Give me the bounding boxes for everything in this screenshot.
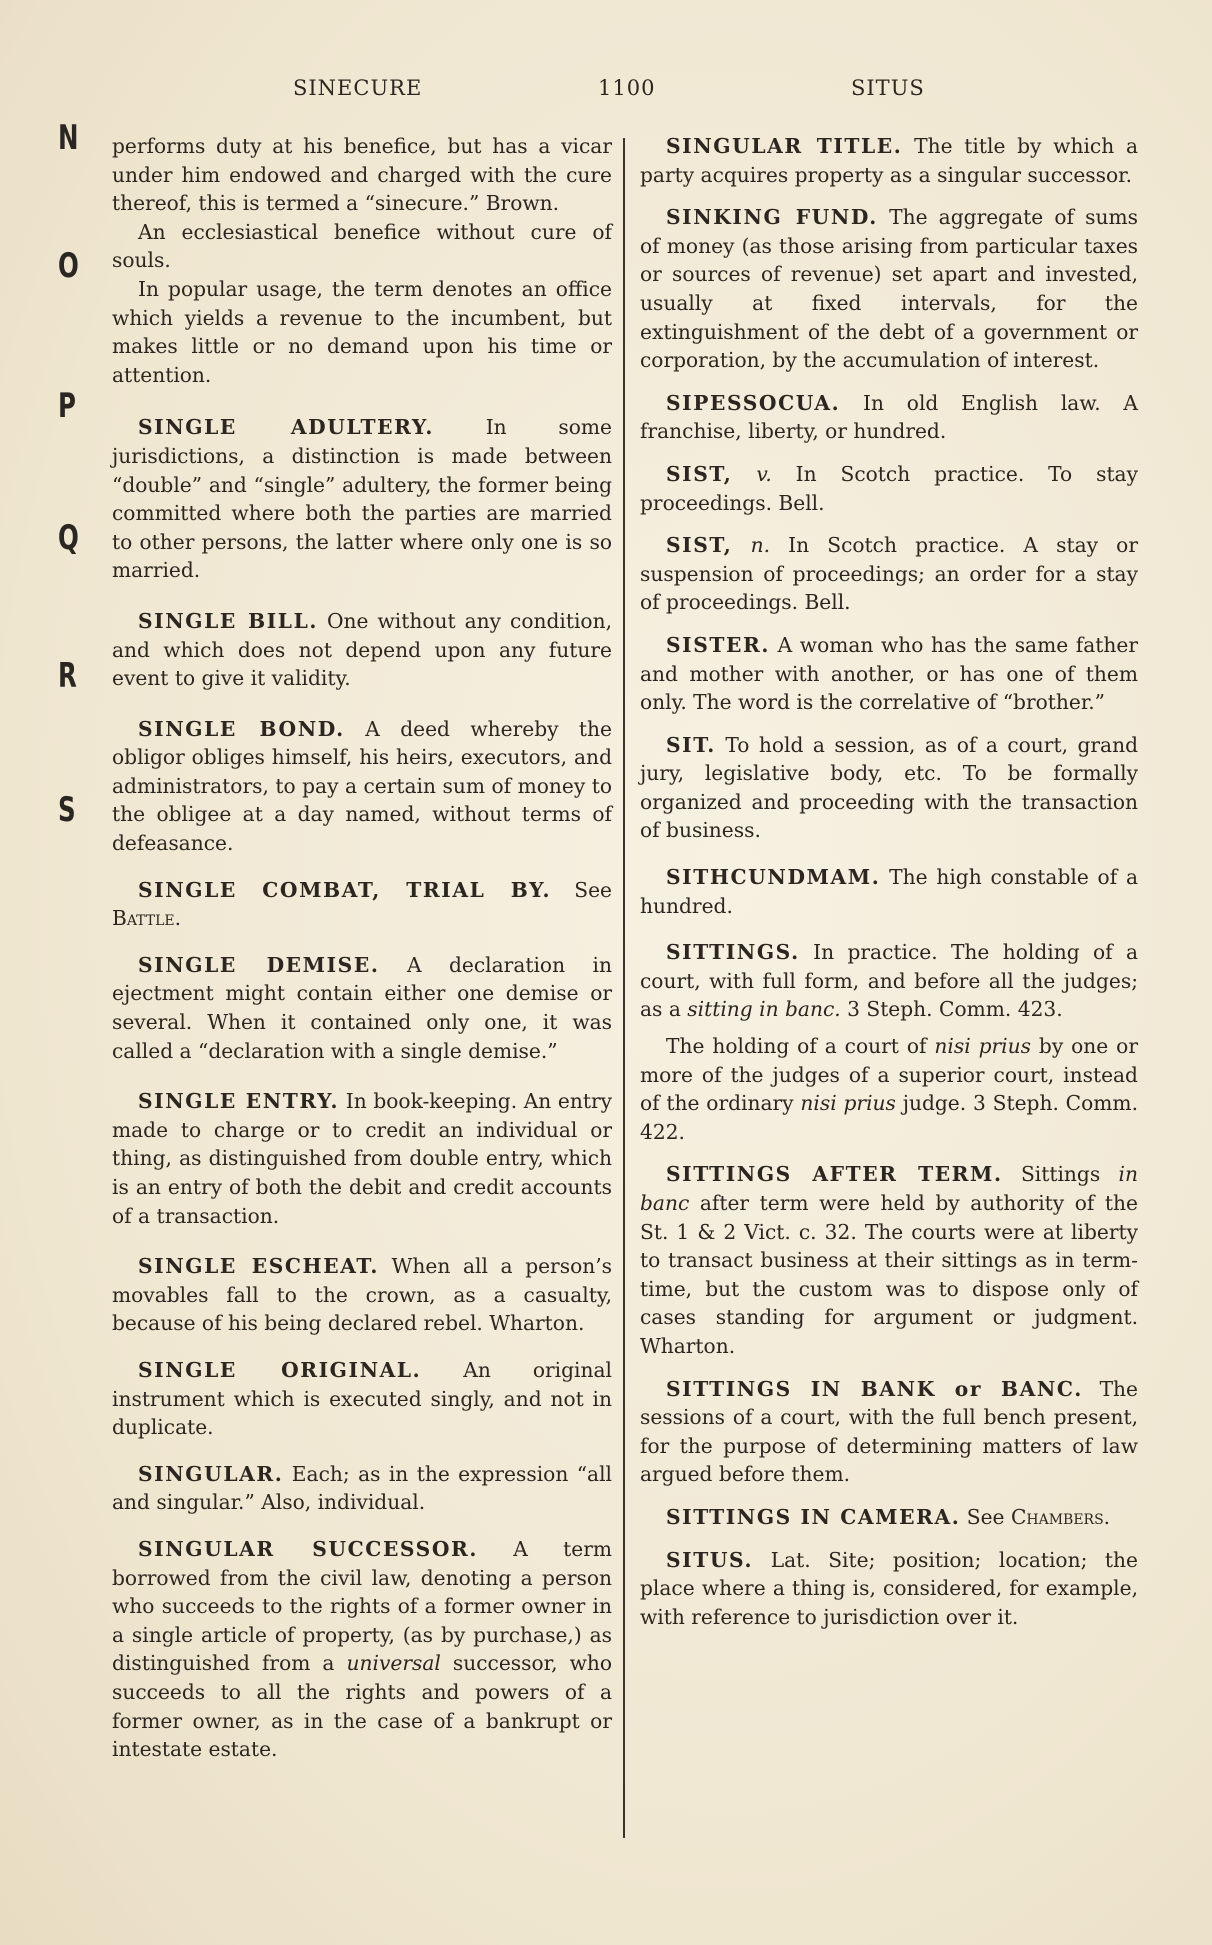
headword: SITHCUNDMAM. (666, 865, 881, 890)
entry-body: by one or more of the judges of a superior court, instead of the ordinary (640, 1034, 1138, 1116)
entry-singular-successor (112, 1535, 612, 1764)
entry-body: The holding of a court of (666, 1034, 927, 1059)
thumb-index (58, 118, 98, 878)
headword: SINGULAR SUCCESSOR. (138, 1536, 479, 1561)
headword: SINGLE ESCHEAT. (138, 1254, 380, 1279)
entry-body: The aggregate of sums of money (as those arising from particular taxes or sources of revenue) set apart and invested, usually at fixed intervals, for the extinguishment of the debt of a government or corporation, by the accumulation of interest. (640, 205, 1138, 373)
headword: SITTINGS IN BANK or BANC. (666, 1376, 1083, 1401)
headword: SINGULAR. (138, 1461, 284, 1486)
thumb-letter-o[interactable]: O (58, 246, 79, 286)
entry-body: To hold a session, as of a court, grand jury, legislative body, etc. To be formally organized and proceeding with the transaction of business. (640, 732, 1138, 843)
thumb-letter-q[interactable]: Q (58, 518, 79, 558)
headword: SINGULAR TITLE. (666, 134, 903, 158)
entry-single-bond (112, 715, 612, 858)
headword: SINGLE ADULTERY. (138, 415, 434, 440)
column-divider (623, 138, 625, 1838)
entry-singular (112, 1460, 612, 1517)
entry-body: In old English law. A franchise, liberty, or hundred. (640, 390, 1139, 444)
entry-sister (640, 631, 1138, 717)
entry-situs (640, 1546, 1138, 1632)
headword: SITUS. (666, 1547, 754, 1572)
headword: SINGLE ORIGINAL. (138, 1357, 422, 1382)
entry-body: One without any condition, and which does not depend upon any future event to give it validity. (112, 608, 612, 691)
entry-body: An original instrument which is executed singly, and not in duplicate. (112, 1357, 612, 1440)
entry-body-italic: in banc (640, 1162, 1138, 1215)
headword: SINGLE BOND. (138, 716, 345, 741)
entry-body: In Scotch practice. To stay proceedings. Bell. (640, 461, 1138, 515)
headword: SIT. (666, 732, 716, 757)
entry-single-demise (112, 951, 612, 1065)
entry-single-escheat (112, 1252, 612, 1338)
entry-sist-noun (640, 531, 1138, 617)
entry-body-italic: nisi prius (934, 1034, 1031, 1059)
entry-sinecure-continuation (112, 132, 612, 218)
headword: SINGLE BILL. (138, 608, 319, 633)
entry-body: In Scotch practice. A stay or suspension of proceedings; an order for a stay of proceedings. Bell. (640, 533, 1138, 615)
page-number: 1100 (598, 76, 656, 100)
headword: SINGLE DEMISE. (138, 952, 380, 977)
entry-body-italic: nisi prius (800, 1091, 896, 1116)
thumb-letter-r[interactable]: R (58, 656, 77, 696)
entry-body: A declaration in ejectment might contain either one demise or several. When it contained only one, it was called a “declaration with a single demise.” (112, 952, 613, 1063)
thumb-letter-p[interactable]: P (58, 386, 76, 426)
entry-body-italic: sitting in banc. (687, 997, 841, 1022)
headword: SITTINGS IN CAMERA. (666, 1504, 961, 1529)
headword: SITTINGS. (666, 940, 800, 965)
entry-single-original (112, 1356, 612, 1442)
last-headword: SITUS (851, 76, 925, 100)
entry-body: In practice. The holding of a court, with full form, and before all the judges; as a (640, 940, 1138, 1022)
entry-body: successor, who succeeds to all the rights and powers of a former owner, as in the case of a bankrupt or intestate estate. (112, 1651, 613, 1762)
entry-body: A term borrowed from the civil law, denoting a person who succeeds to the rights of a former owner in a single article of property, (as by purchase,) as distinguished from a (112, 1536, 612, 1676)
entry-sinecure-para-3 (112, 275, 612, 389)
headword: SIPESSOCUA. (666, 390, 841, 415)
part-of-speech: n. (750, 533, 770, 558)
entry-body: In popular usage, the term denotes an office which yields a revenue to the incumbent, but makes little or no demand upon his time or attention. (112, 276, 612, 387)
headword: SISTER. (666, 632, 771, 657)
entry-body: Sittings (1020, 1162, 1101, 1187)
entry-body: The high constable of a hundred. (640, 865, 1138, 918)
headword: SITTINGS AFTER TERM. (666, 1162, 1003, 1187)
entry-body: In book-keeping. An entry made to charge or to credit an individual or thing, as distinguished from double entry, which is an entry of both the debit and credit accounts of a transaction. (112, 1089, 613, 1228)
entry-sittings-para-2 (640, 1032, 1138, 1146)
entry-body: after term were held by authority of the St. 1 & 2 Vict. c. 32. The courts were at liberty to transact business at their sittings as in term-time, but the custom was to dispose only of cases standing for argument or judgment. Wharton. (640, 1191, 1138, 1358)
part-of-speech: v. (756, 461, 772, 486)
entry-single-bill (112, 607, 612, 693)
headword: SINGLE ENTRY. (138, 1089, 340, 1114)
entry-body: In some jurisdictions, a distinction is made between “double” and “single” adultery, the former being committed where both the parties are married to other persons, the latter where only one is so married. (112, 415, 613, 583)
entry-sittings (640, 938, 1138, 1024)
entry-sinecure-para-2 (112, 218, 612, 275)
entry-body: Each; as in the expression “all and singular.” Also, individual. (112, 1461, 613, 1515)
entry-sist-verb (640, 460, 1138, 517)
running-head (0, 76, 1212, 106)
cross-reference-link[interactable]: Chambers. (1010, 1504, 1111, 1529)
headword: SINGLE COMBAT, TRIAL BY. (138, 877, 552, 902)
entry-singular-title (640, 132, 1138, 189)
entry-sinking-fund (640, 203, 1138, 375)
entry-body: Lat. Site; position; location; the place where a thing is, considered, for example, with reference to jurisdiction over it. (640, 1547, 1138, 1629)
entry-sipessocua (640, 389, 1138, 446)
entry-body: 3 Steph. Comm. 423. (847, 997, 1063, 1022)
first-headword: SINECURE (293, 76, 423, 100)
entry-sittings-in-camera (640, 1503, 1138, 1532)
entry-sittings-after-term (640, 1160, 1138, 1360)
entry-body: See (966, 1504, 1005, 1529)
headword: SIST, (666, 461, 733, 486)
right-column (640, 132, 1138, 1649)
entry-body: An ecclesiastical benefice without cure of souls. (112, 219, 612, 273)
entry-body: When all a person’s movables fall to the crown, as a casualty, because of his being declared rebel. Wharton. (112, 1254, 613, 1336)
entry-body: The title by which a party acquires property as a singular successor. (640, 134, 1139, 187)
entry-body: The sessions of a court, with the full bench present, for the purpose of determining matters of law argued before them. (640, 1376, 1138, 1487)
entry-sittings-in-bank (640, 1375, 1138, 1489)
headword: SINKING FUND. (666, 205, 878, 230)
headword: SIST, (666, 533, 733, 558)
entry-sit (640, 731, 1138, 845)
entry-sithcundmam (640, 863, 1138, 920)
cross-reference-link[interactable]: Battle. (112, 906, 182, 931)
entry-body: judge. 3 Steph. Comm. 422. (640, 1091, 1138, 1144)
entry-body: performs duty at his benefice, but has a vicar under him endowed and charged with the cure thereof, this is termed a “sinecure.” Brown. (112, 134, 612, 216)
entry-single-entry (112, 1087, 612, 1230)
entry-body-italic: universal (346, 1651, 441, 1676)
entry-body: See (574, 877, 613, 902)
left-column (112, 132, 612, 1782)
entry-single-combat (112, 876, 612, 933)
entry-single-adultery (112, 413, 612, 585)
thumb-letter-n[interactable]: N (58, 118, 79, 158)
thumb-letter-s[interactable]: S (58, 790, 76, 830)
entry-body: A deed whereby the obligor obliges himself, his heirs, executors, and administrators, to pay a certain sum of money to the obligee at a day named, without terms of defeasance. (112, 716, 612, 856)
entry-body: A woman who has the same father and mother with another, or has one of them only. The word is the correlative of “brother.” (640, 632, 1139, 715)
